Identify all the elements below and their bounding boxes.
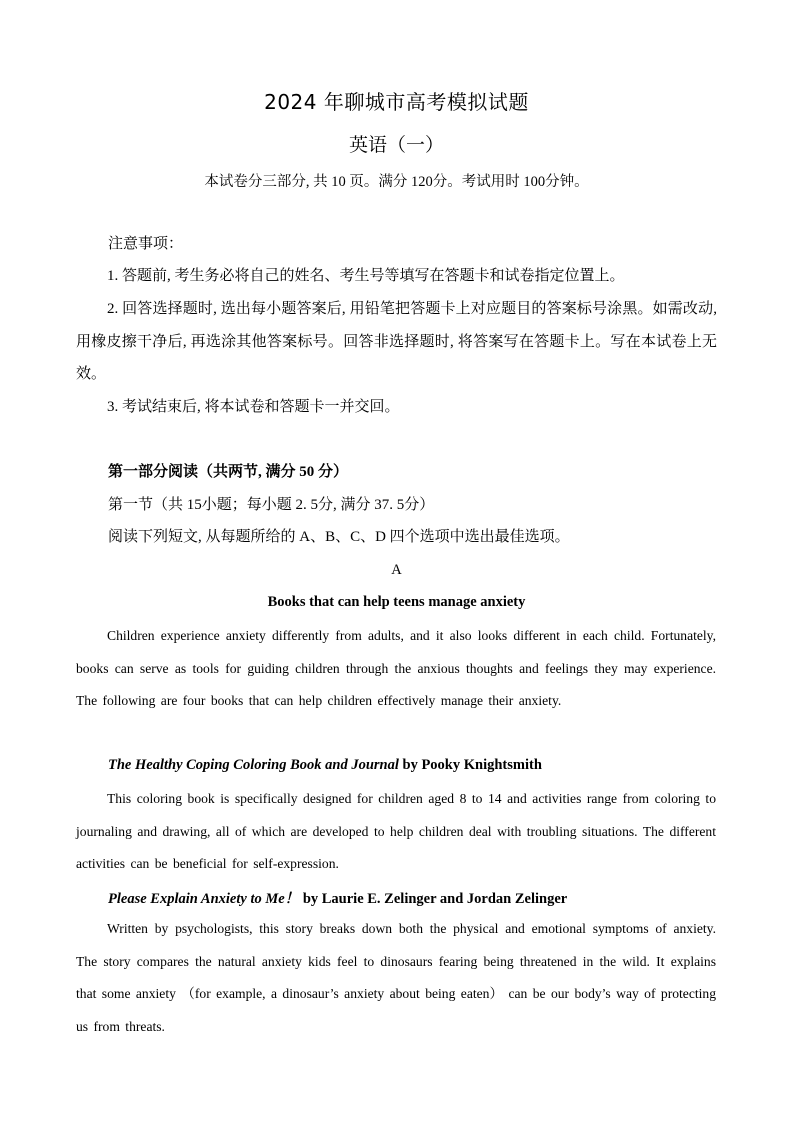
- exam-subtitle: 英语（一）: [348, 134, 444, 156]
- passage-letter: A: [391, 562, 402, 578]
- exam-info: 本试卷分三部分, 共 10 页。满分 120分。考试用时 100分钟。: [204, 174, 589, 190]
- part1-instruction: 阅读下列短文, 从每题所给的 A、B、C、D 四个选项中选出最佳选项。: [108, 529, 570, 545]
- notes-item-1: 1. 答题前, 考生务必将自己的姓名、考生号等填写在答题卡和试卷指定位置上。: [107, 268, 625, 284]
- book1-description: This coloring book is specifically designed for children aged 8 to 14 and activities range from coloring to journaling and drawing, all of which are developed to help children deal with troubling situations. The different activities can be beneficial for self-expression.: [76, 791, 716, 871]
- notes-heading: 注意事项：: [108, 236, 184, 252]
- book2-title: Please Explain Anxiety to Me！: [108, 891, 300, 907]
- book2-description: Written by psychologists, this story breaks down both the physical and emotional symptoms of anxiety. The story compares the natural anxiety kids feel to dinosaurs fearing being threatened in the wild. It explains that some anxiety （for example, a dinosaur’s anxiety about being eaten） can be our body’s way of protecting us from threats.: [76, 921, 717, 1034]
- notes-item-3: 3. 考试结束后, 将本试卷和答题卡一并交回。: [107, 399, 400, 415]
- notes-item-2: 2. 回答选择题时, 选出每小题答案后, 用铅笔把答题卡上对应题目的答案标号涂黑。如需改动, 用橡皮擦干净后, 再选涂其他答案标号。回答非选择题时, 将答案写在答题卡上。写在本试卷上无效。: [76, 301, 717, 382]
- passage-title: Books that can help teens manage anxiety: [267, 594, 526, 610]
- part1-heading: 第一部分阅读（共两节, 满分 50 分）: [108, 464, 349, 480]
- book1-heading: [108, 757, 542, 774]
- exam-title: 2024 年聊城市高考模拟试题: [264, 90, 529, 114]
- passage-intro: Children experience anxiety differently from adults, and it also looks different in each child. Fortunately, books can serve as tools for guiding children through the anxious thoughts and feelings they may experience. The following are four books that can help children effectively manage their anxiety.: [76, 628, 716, 708]
- book1-author: Pooky Knightsmith: [421, 757, 542, 773]
- part1-section: 第一节（共 15小题；每小题 2. 5分, 满分 37. 5分）: [108, 497, 435, 513]
- book2-heading: [108, 887, 567, 908]
- book2-author: by Laurie E. Zelinger and Jordan Zelinger: [299, 891, 568, 907]
- book1-title: The Healthy Coping Coloring Book and Journal: [108, 757, 399, 773]
- book1-by: by: [398, 757, 422, 773]
